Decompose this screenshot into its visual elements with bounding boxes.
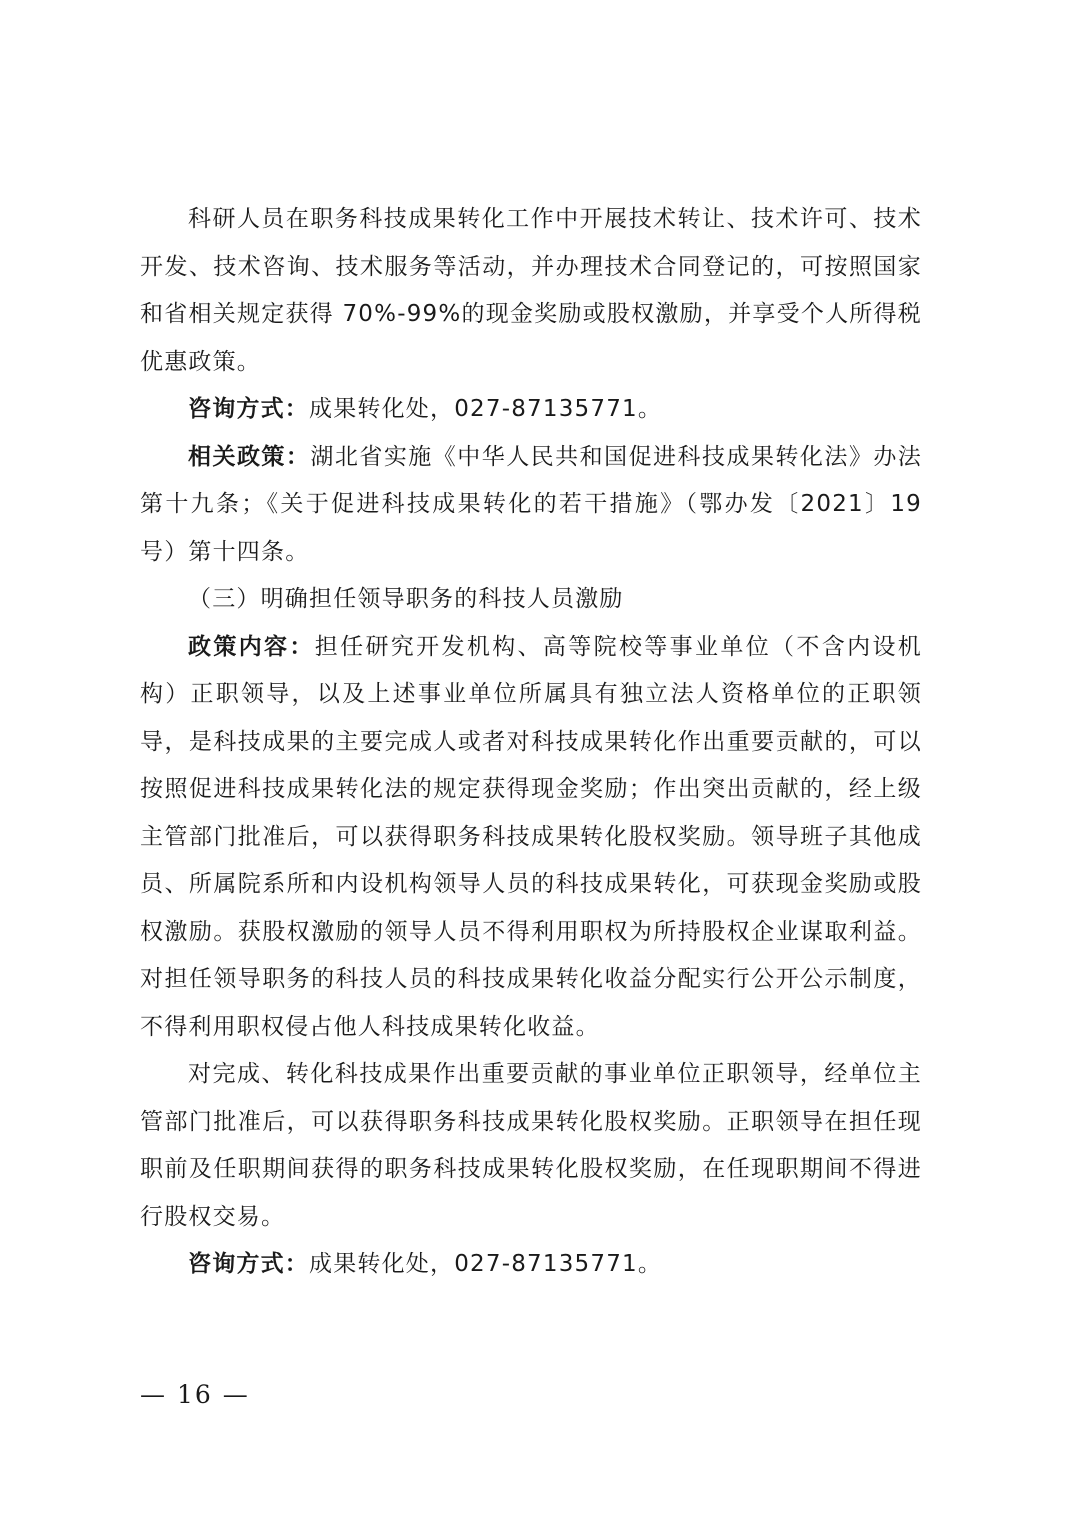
paragraph-label: 相关政策： <box>188 443 311 470</box>
paragraph-equity-reward <box>140 1051 922 1241</box>
paragraph-policy-content <box>140 624 922 1052</box>
paragraph-text: 担任研究开发机构、高等院校等事业单位（不含内设机构）正职领导，以及上述事业单位所属具有独立法人资格单位的正职领导，是科技成果的主要完成人或者对科技成果转化作出重要贡献的，可以按照促进科技成果转化法的规定获得现金奖励；作出突出贡献的，经上级主管部门批准后，可以获得职务科技成果转化股权奖励。领导班子其他成员、所属院系所和内设机构领导人员的科技成果转化，可获现金奖励或股权激励。获股权激励的领导人员不得利用职权为所持股权企业谋取利益。对担任领导职务的科技人员的科技成果转化收益分配实行公开公示制度，不得利用职权侵占他人科技成果转化收益。 <box>140 633 922 1040</box>
page-number: — 16 — <box>140 1380 250 1409</box>
section-heading <box>140 576 922 624</box>
paragraph-related-policy <box>140 434 922 577</box>
paragraph-text: 对完成、转化科技成果作出重要贡献的事业单位正职领导，经单位主管部门批准后，可以获得职务科技成果转化股权奖励。正职领导在担任现职前及任职期间获得的职务科技成果转化股权奖励，在任现职期间不得进行股权交易。 <box>140 1061 922 1230</box>
paragraph-consult-1 <box>140 386 922 434</box>
paragraph-text: 科研人员在职务科技成果转化工作中开展技术转让、技术许可、技术开发、技术咨询、技术服务等活动，并办理技术合同登记的，可按照国家和省相关规定获得 70%-99%的现金奖励或股权激励，并享受个人所得税优惠政策。 <box>140 206 922 375</box>
document-body <box>140 196 922 1289</box>
paragraph-text: 成果转化处，027-87135771。 <box>309 1251 663 1277</box>
paragraph-incentive-transfer <box>140 196 922 386</box>
paragraph-label: 咨询方式： <box>188 1251 309 1277</box>
paragraph-label: 政策内容： <box>188 633 315 660</box>
paragraph-text: 成果转化处，027-87135771。 <box>309 396 663 422</box>
section-heading-text: （三）明确担任领导职务的科技人员激励 <box>188 586 624 612</box>
paragraph-text: 湖北省实施《中华人民共和国促进科技成果转化法》办法第十九条；《关于促进科技成果转化的若干措施》（鄂办发〔2021〕19 号）第十四条。 <box>140 443 923 565</box>
paragraph-consult-2 <box>140 1241 922 1289</box>
paragraph-label: 咨询方式： <box>188 396 309 422</box>
